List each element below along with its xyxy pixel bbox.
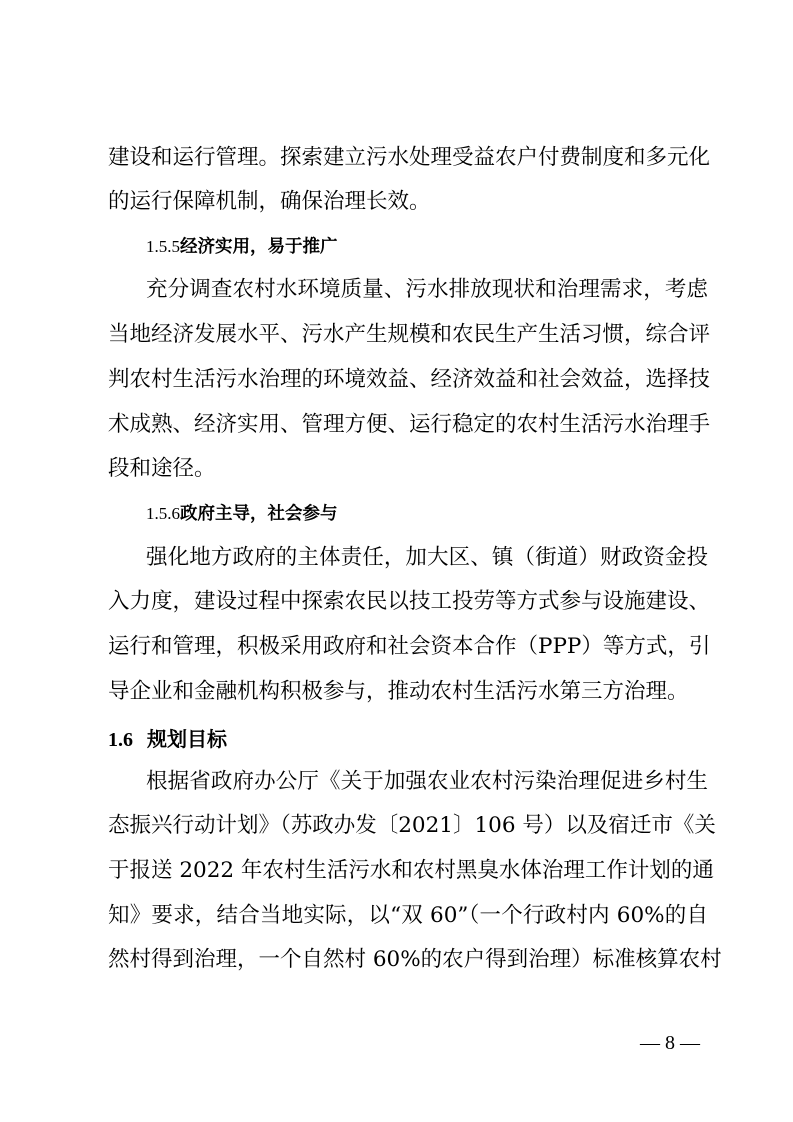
heading-number: 1.5.6	[146, 504, 180, 523]
paragraph-line: 充分调查农村水环境质量、污水排放现状和治理需求，考虑	[146, 277, 708, 302]
subsection-heading-1-5-6	[146, 497, 338, 531]
paragraph-line: 根据省政府办公厅《关于加强农业农村污染治理促进乡村生	[146, 769, 708, 794]
heading-title: 政府主导，社会参与	[180, 504, 338, 524]
heading-title: 经济实用，易于推广	[180, 237, 338, 257]
paragraph-line: 建设和运行管理。探索建立污水处理受益农户付费制度和多元化	[108, 145, 711, 170]
paragraph-line: 当地经济发展水平、污水产生规模和农民生产生活习惯，综合评	[108, 322, 711, 347]
paragraph-line: 然村得到治理，一个自然村 60%的农户得到治理）标准核算农村	[108, 947, 722, 972]
paragraph-line: 的运行保障机制，确保治理长效。	[108, 189, 431, 214]
heading-number: 1.5.5	[146, 237, 180, 256]
paragraph-line: 知》要求，结合当地实际，以“双 60”（一个行政村内 60%的自	[108, 903, 708, 928]
paragraph-line: 强化地方政府的主体责任，加大区、镇（街道）财政资金投	[146, 545, 708, 570]
page-number: — 8 —	[640, 1032, 700, 1054]
paragraph-line: 入力度，建设过程中探索农民以技工投劳等方式参与设施建设、	[108, 589, 711, 614]
subsection-heading-1-5-5	[146, 230, 338, 264]
section-number: 1.6	[108, 729, 133, 751]
paragraph-line: 于报送 2022 年农村生活污水和农村黑臭水体治理工作计划的通	[108, 858, 714, 883]
paragraph-line: 导企业和金融机构积极参与，推动农村生活污水第三方治理。	[108, 679, 689, 704]
section-heading-1-6	[108, 722, 227, 756]
paragraph-line: 判农村生活污水治理的环境效益、经济效益和社会效益，选择技	[108, 367, 711, 392]
paragraph-line: 态振兴行动计划》（苏政办发〔2021〕106 号）以及宿迁市《关	[108, 813, 716, 838]
paragraph-line: 运行和管理，积极采用政府和社会资本合作（PPP）等方式，引	[108, 634, 711, 659]
paragraph-line: 术成熟、经济实用、管理方便、运行稳定的农村生活污水治理手	[108, 412, 711, 437]
section-title: 规划目标	[147, 727, 227, 751]
paragraph-line: 段和途径。	[108, 456, 216, 481]
